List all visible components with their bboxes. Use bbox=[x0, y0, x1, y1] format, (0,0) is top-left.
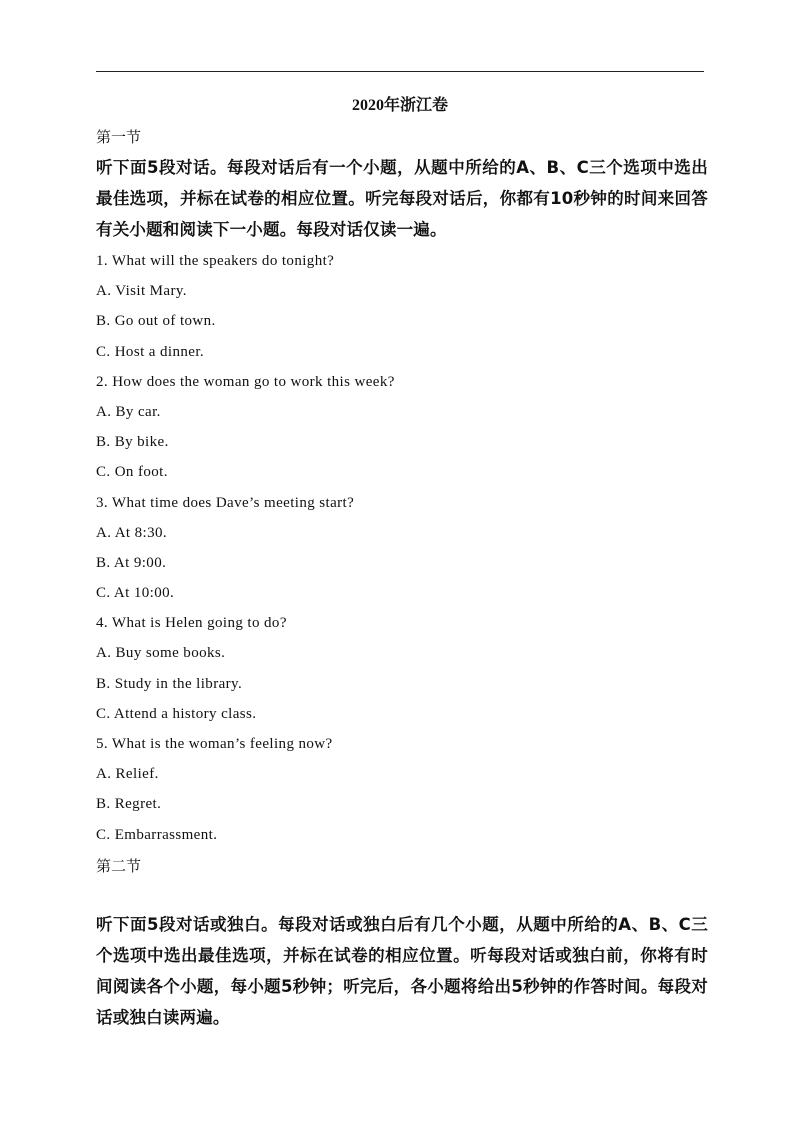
section-1-instructions: 听下面5段对话。每段对话后有一个小题，从题中所给的A、B、C三个选项中选出最佳选项，并标在试卷的相应位置。听完每段对话后，你都有10秒钟的时间来回答有关小题和阅读下一小题。每段对话仅读一遍。 bbox=[96, 158, 708, 239]
question-2-option-b: B. By bike. bbox=[96, 434, 169, 451]
document-title: 2020年浙江卷 bbox=[351, 97, 448, 114]
question-2-option-c: C. On foot. bbox=[96, 464, 168, 481]
question-4-option-a: A. Buy some books. bbox=[96, 645, 226, 662]
header-rule bbox=[96, 71, 704, 72]
question-1-stem: 1. What will the speakers do tonight? bbox=[96, 253, 335, 269]
question-3-stem: 3. What time does Dave’s meeting start? bbox=[96, 494, 355, 511]
question-1-option-c: C. Host a dinner. bbox=[96, 343, 205, 360]
question-1-option-a: A. Visit Mary. bbox=[96, 283, 187, 300]
question-5-option-b: B. Regret. bbox=[96, 796, 162, 813]
section-2-instructions: 听下面5段对话或独白。每段对话或独白后有几个小题，从题中所给的A、B、C三个选项中选出最佳选项，并标在试卷的相应位置。听每段对话或独白前，你将有时间阅读各个小题，每小题5秒钟；听完后，各小题将给出5秒钟的作答时间。每段对话或独白读两遍。 bbox=[96, 915, 708, 1027]
section-1-heading: 第一节 bbox=[96, 130, 142, 146]
question-1-option-b: B. Go out of town. bbox=[96, 313, 216, 330]
question-4-option-b: B. Study in the library. bbox=[96, 675, 243, 692]
question-5-option-c: C. Embarrassment. bbox=[96, 826, 218, 843]
question-3-option-b: B. At 9:00. bbox=[96, 554, 167, 571]
question-3-option-c: C. At 10:00. bbox=[96, 585, 175, 602]
question-4-stem: 4. What is Helen going to do? bbox=[96, 615, 287, 632]
question-4-option-c: C. Attend a history class. bbox=[96, 705, 257, 722]
question-5-option-a: A. Relief. bbox=[96, 766, 159, 783]
question-2-option-a: A. By car. bbox=[96, 403, 161, 420]
question-5-stem: 5. What is the woman’s feeling now? bbox=[96, 736, 333, 752]
question-3-option-a: A. At 8:30. bbox=[96, 524, 168, 541]
section-2-heading: 第二节 bbox=[96, 859, 142, 875]
question-list bbox=[96, 246, 704, 850]
question-2-stem: 2. How does the woman go to work this week? bbox=[96, 373, 395, 390]
